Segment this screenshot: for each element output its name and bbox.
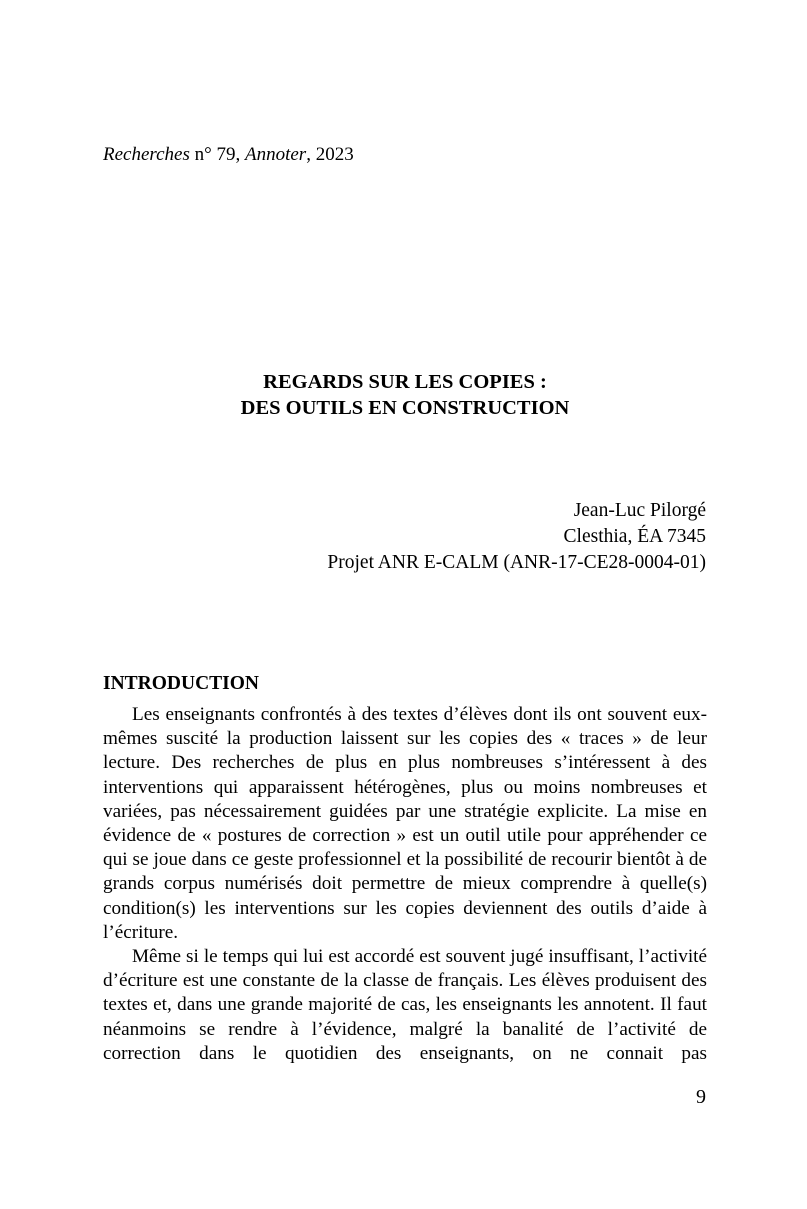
body-text [103,703,707,1066]
paragraph: Même si le temps qui lui est accordé est souvent jugé insuffisant, l’activité d’écriture est une constante de la classe de français. Les élèves produisent des textes et, dans une grande majorité de cas, les enseignants les annotent. Il faut néanmoins se rendre à l’évidence, malgré la banalité de l’activité de correction dans le quotidien des enseignants, on ne connait pas [103,946,707,1064]
issue-year: , 2023 [306,144,354,165]
issue-theme: Annoter [244,144,307,165]
page-number: 9 [696,1086,706,1108]
article-title [103,369,707,421]
issue-number: n° 79, [189,144,245,165]
author-block [327,498,706,576]
title-line-2: DES OUTILS EN CONSTRUCTION [240,397,570,419]
journal-name: Recherches [103,144,190,165]
author-project: Projet ANR E-CALM (ANR-17-CE28-0004-01) [327,552,706,573]
title-line-1: REGARDS SUR LES COPIES : [263,371,547,393]
running-header [103,143,354,167]
paragraph: Les enseignants confrontés à des textes d’élèves dont ils ont souvent eux-mêmes suscité la production laissent sur les copies des « traces » de leur lecture. Des recherches de plus en plus nombreuses s’intéressent à des interventions qui apparaissent hétérogènes, plus ou moins nombreuses et variées, pas nécessairement guidées par une stratégie explicite. La mise en évidence de « postures de correction » est un outil utile pour appréhender ce qui se joue dans ce geste professionnel et la possibilité de recourir bientôt à de grands corpus numérisés doit permettre de mieux comprendre à quelle(s) condition(s) les interventions sur les copies deviennent des outils d’aide à l’écriture. [103,704,707,943]
author-affiliation: Clesthia, ÉA 7345 [563,526,706,547]
author-name: Jean-Luc Pilorgé [573,500,706,521]
section-heading: INTRODUCTION [103,673,260,694]
